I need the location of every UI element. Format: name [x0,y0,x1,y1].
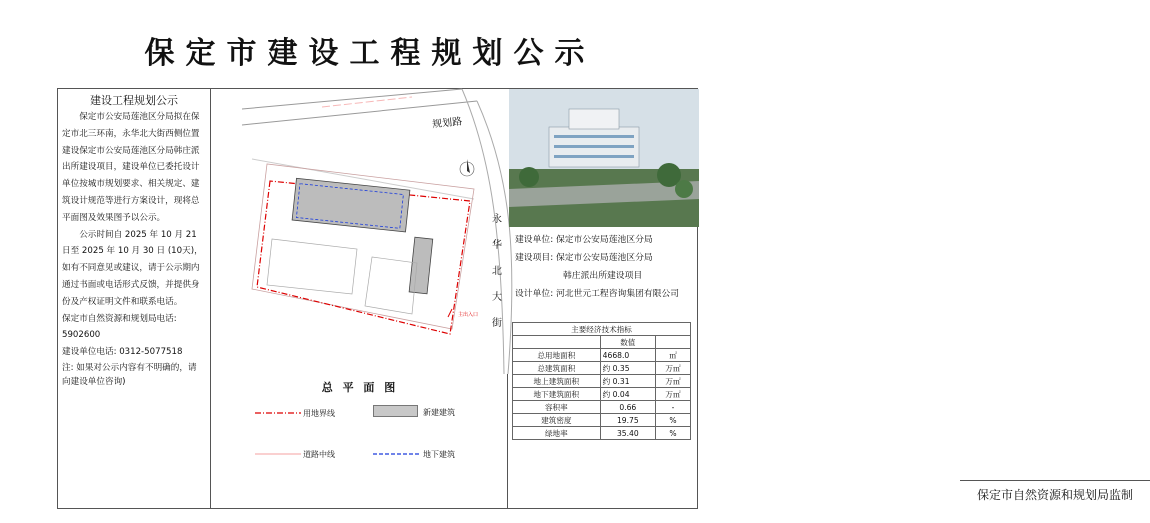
project-panel [509,89,1133,509]
legend-road-center: 道路中线 [255,450,301,460]
table-row: 总用地面积 4668.0 ㎡ [513,349,691,362]
road-center-swatch [255,450,301,458]
notice-period: 公示时间自 2025 年 10 月 21 日至 2025 年 10 月 30 日 (10天)，如有不同意见或建议，请于公示期内通过书面或电话形式反馈，并提供身份及产权证明文件和联系电话。 [62,229,203,307]
underground-swatch [373,450,419,458]
table-row: 绿地率 35.40 % [513,427,691,440]
notice-panel [58,89,211,509]
road-label-right: 永 华 北 大 街 [492,214,502,329]
indicators-title: 主要经济技术指标 [513,323,691,336]
notice-note: 注: 如果对公示内容有不明确的，请向建设单位咨询) [62,362,197,387]
boundary-swatch [255,409,301,417]
table-row: 总建筑面积 约 0.35 万㎡ [513,362,691,375]
table-row: 地上建筑面积 约 0.31 万㎡ [513,375,691,388]
notice-body: 保定市公安局莲池区分局拟在保定市北三环南，永华北大街西侧位置建设保定市公安局莲池区分局韩庄派出所建设项目，建设单位已委托设计单位按城市规划要求、相关规定、建筑设计规范等进行方案设计，现将总平面图及效果图予以公示。 [62,112,200,223]
project-name-1: 建设项目: 保定市公安局莲池区分局 [515,253,653,263]
legend-new-building: 新建建筑 [373,405,418,417]
road-label-top: 规划路 [431,116,463,131]
project-unit: 建设单位: 保定市公安局莲池区分局 [515,235,653,245]
notice-board [57,88,1133,509]
building-swatch [373,405,418,417]
footer-label: 保定市自然资源和规划局监制 [960,480,1150,509]
project-designer: 设计单位: 河北世元工程咨询集团有限公司 [515,289,680,299]
legend-title: 总 平 面 图 [321,381,399,394]
building-rendering [509,89,699,227]
phone1-label: 保定市自然资源和规划局电话: [62,313,177,324]
table-row: 容积率 0.66 - [513,401,691,414]
table-row: 建筑密度 19.75 % [513,414,691,427]
site-plan [212,89,508,374]
entrance-label: 主出入口 [458,312,479,318]
table-row: 地下建筑面积 约 0.04 万㎡ [513,388,691,401]
legend-boundary: 用地界线 [255,409,301,419]
indicators-table [512,322,691,440]
notice-heading: 建设工程规划公示 [90,94,178,107]
project-info [515,231,679,303]
legend-underground: 地下建筑 [373,450,419,460]
table-header: 数值 [513,336,691,349]
site-plan-panel [212,89,508,509]
phone2: 建设单位电话: 0312-5077518 [62,347,183,358]
page-title: 保定市建设工程规划公示 [144,36,596,71]
phone1: 5902600 [62,330,101,341]
project-name-2: 韩庄派出所建设项目 [563,271,643,281]
